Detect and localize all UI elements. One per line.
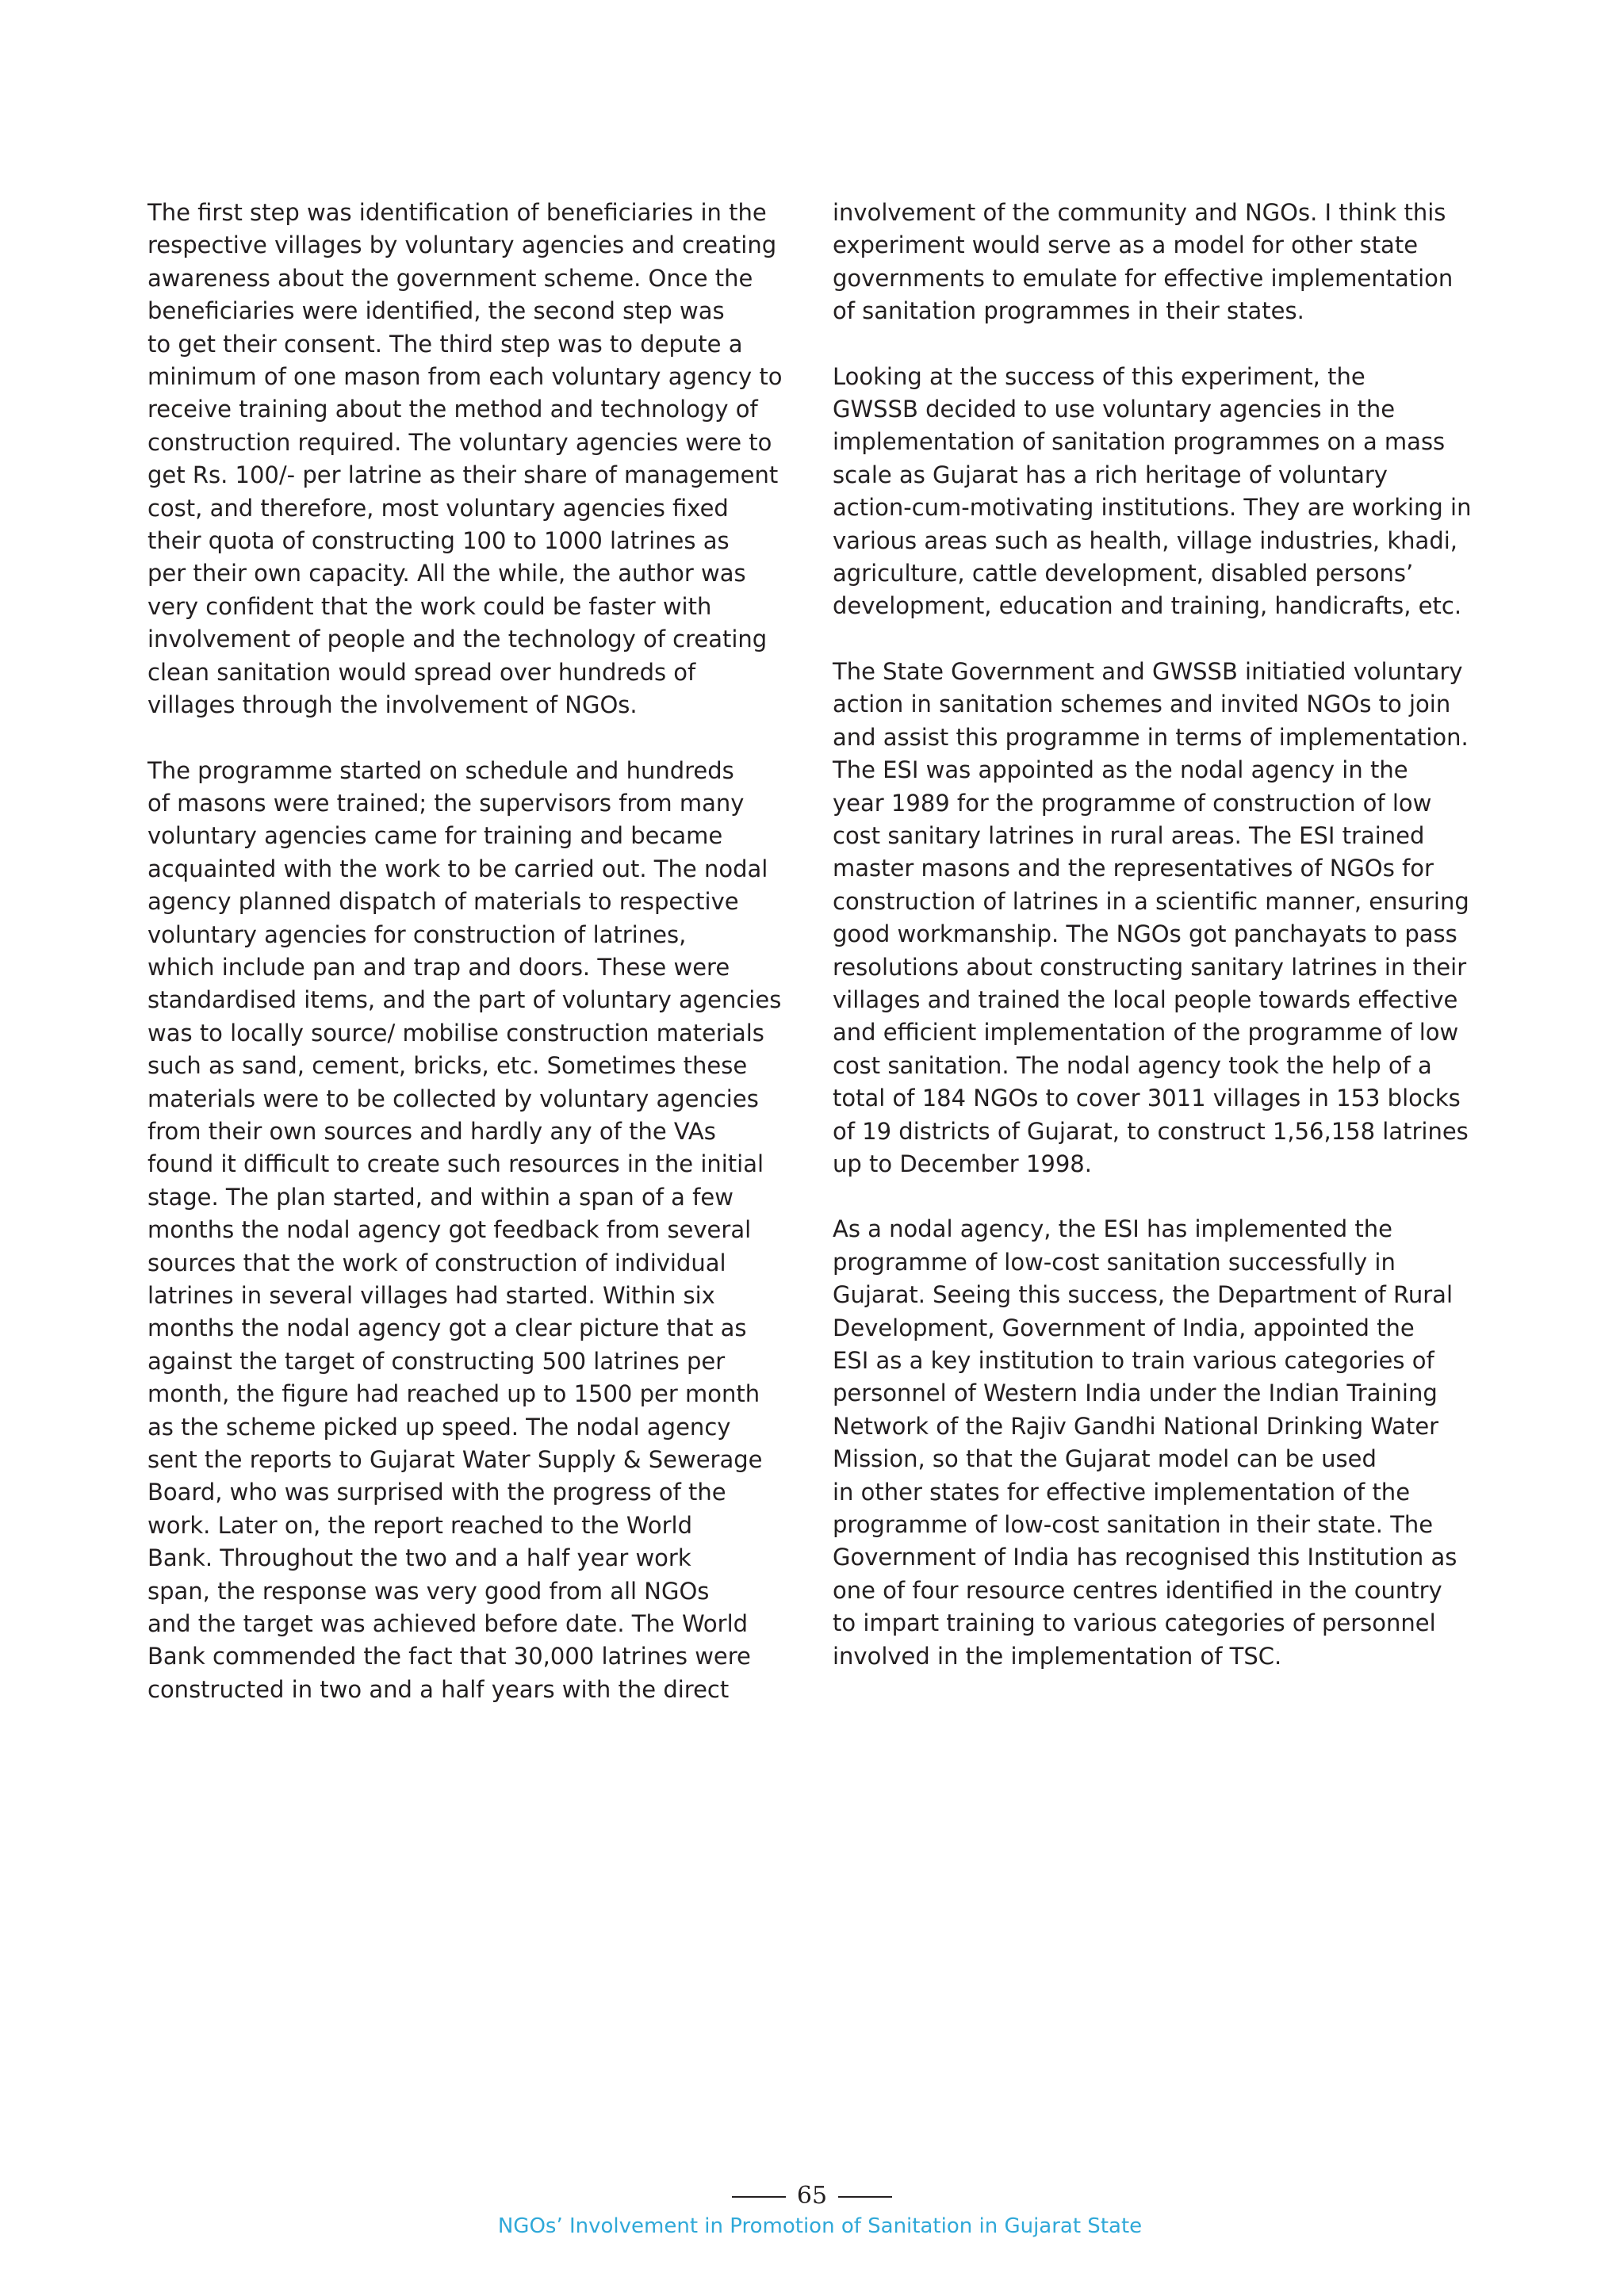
body-paragraph: The State Government and GWSSB initiatied voluntary action in sanitation schemes and invited NGOs to join and assist this programme in terms of implementation. The ESI was appointed as the nodal agency in the year 1989 for the programme of construction of low cost sanitary latrines in rural areas. The ESI trained master masons and the representatives of NGOs for construction of latrines in a scientific manner, ensuring good workmanship. The NGOs got panchayats to pass resolutions about constructing sanitary latrines in their villages and trained the local people towards effective and efficient implementation of the programme of low cost sanitation. The nodal agency took the help of a total of 184 NGOs to cover 3011 villages in 153 blocks of 19 districts of Gujarat, to construct 1,56,158 latrines up to December 1998. [833, 657, 1469, 1177]
body-paragraph: As a nodal agency, the ESI has implemented the programme of low-cost sanitation successfully in Gujarat. Seeing this success, the Department of Rural Development, Government of India, appointed the ESI as a key institution to train various categories of personnel of Western India under the Indian Training Network of the Rajiv Gandhi National Drinking Water Mission, so that the Gujarat model can be used in other states for effective implementation of the programme of low-cost sanitation in their state. The Government of India has recognised this Institution as one of four resource centres identified in the country to impart training to various categories of personnel involved in the implementation of TSC. [833, 1215, 1457, 1670]
left-column [147, 197, 798, 1739]
body-paragraph: Looking at the success of this experiment, the GWSSB decided to use voluntary agencies in the implementation of sanitation programmes on a mass scale as Gujarat has a rich heritage of voluntary action-cum-motivating institutions. They are working in various areas such as health, village industries, khadi, agriculture, cattle development, disabled persons’ development, education and training, handicrafts, etc. [833, 362, 1472, 620]
body-paragraph: The programme started on schedule and hundreds of masons were trained; the supervisors from many voluntary agencies came for training and became acquainted with the work to be carried out. The nodal agency planned dispatch of materials to respective voluntary agencies for construction of latrines, which include pan and trap and doors. These were standardised items, and the part of voluntary agencies was to locally source/ mobilise construction materials such as sand, cement, bricks, etc. Sometimes these materials were to be collected by voluntary agencies from their own sources and hardly any of the VAs found it difficult to create such resources in the initial stage. The plan started, and within a span of a few months the nodal agency got feedback from several sources that the work of construction of individual latrines in several villages had started. Within six months the nodal agency got a clear picture that as against the target of constructing 500 latrines per month, the figure had reached up to 1500 per month as the scheme picked up speed. The nodal agency sent the reports to Gujarat Water Supply & Sewerage Board, who was surprised with the progress of the work. Later on, the report reached to the World Bank. Throughout the two and a half year work span, the response was very good from all NGOs and the target was achieved before date. The World Bank commended the fact that 30,000 latrines were constructed in two and a half years with the direct [147, 756, 782, 1703]
body-paragraph: involvement of the community and NGOs. I think this experiment would serve as a model for other state governments to emulate for effective implementation of sanitation programmes in their states. [833, 199, 1454, 325]
running-title: NGOs’ Involvement in Promotion of Sanitation in Gujarat State [497, 2214, 1143, 2238]
footer-rule-right [838, 2196, 892, 2198]
footer-rule-left [732, 2196, 786, 2198]
body-paragraph: The first step was identification of beneficiaries in the respective villages by voluntary agencies and creating awareness about the government scheme. Once the beneficiaries were identified, the second step was to get their consent. The third step was to depute a minimum of one mason from each voluntary agency to receive training about the method and technology of construction required. The voluntary agencies were to get Rs. 100/- per latrine as their share of management cost, and therefore, most voluntary agencies fixed their quota of constructing 100 to 1000 latrines as per their own capacity. All the while, the author was very confident that the work could be faster with involvement of people and the technology of creating clean sanitation would spread over hundreds of villages through the involvement of NGOs. [147, 199, 783, 719]
page-number: 65 [796, 2182, 828, 2210]
right-column [833, 197, 1499, 1705]
page-number-row [0, 2182, 1624, 2210]
